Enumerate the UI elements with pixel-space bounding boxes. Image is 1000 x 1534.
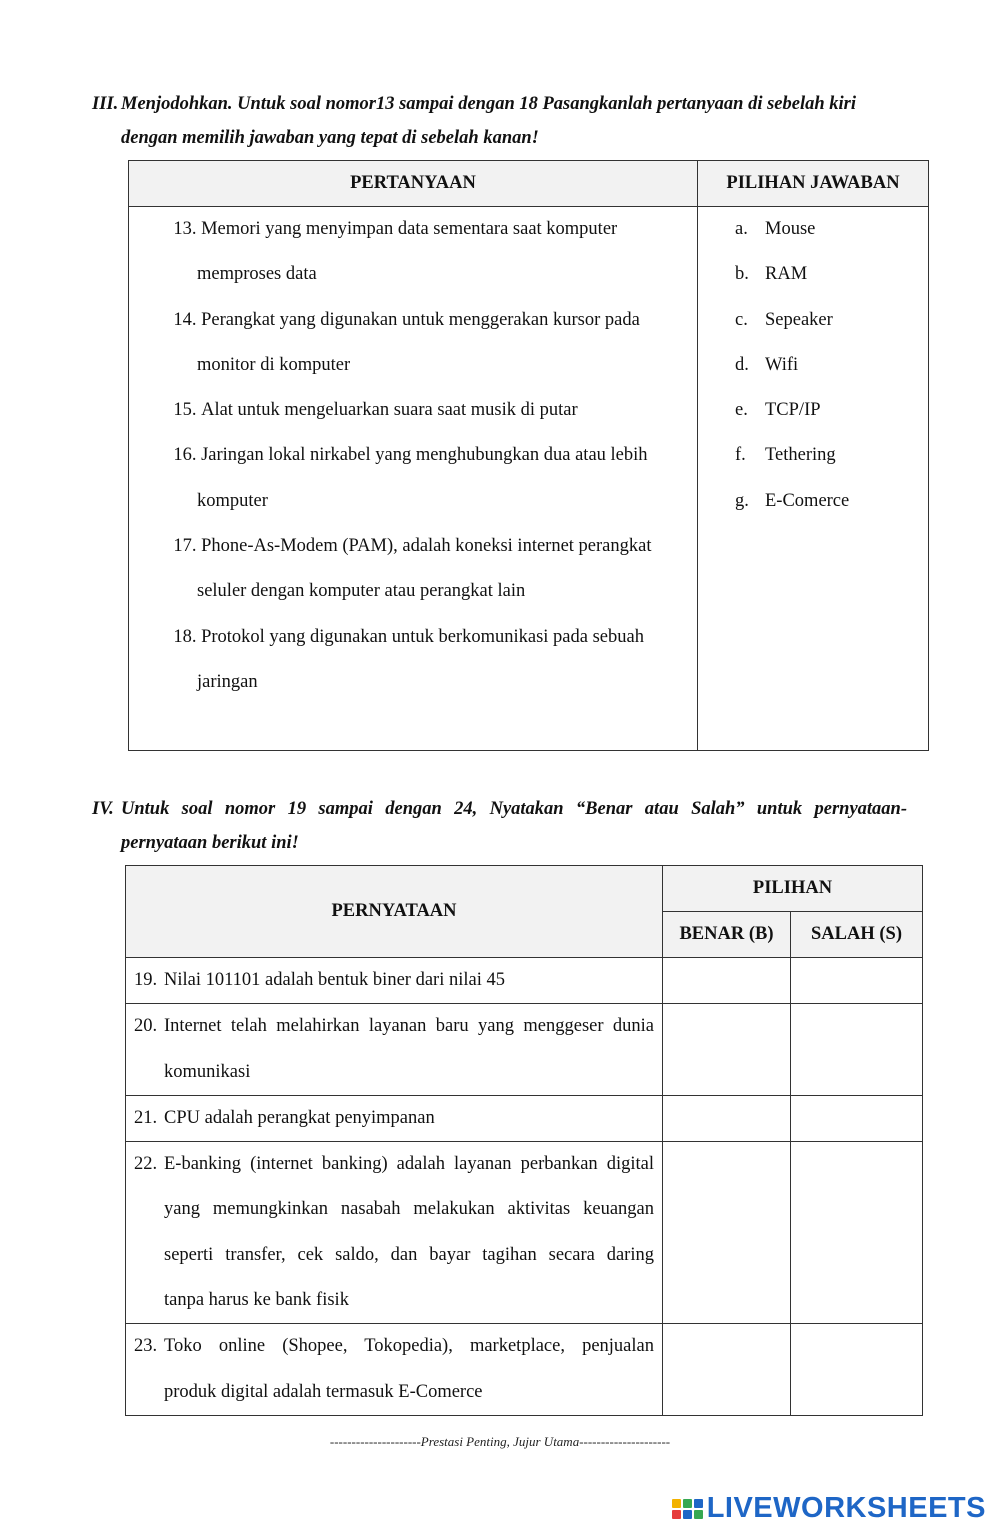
question-text-cont: komputer <box>197 490 268 511</box>
brand-name: LIVEWORKSHEETS <box>706 1492 986 1524</box>
section-4-line-2: pernyataan berikut ini! <box>121 833 299 853</box>
question-text: Jaringan lokal nirkabel yang menghubungkan dua atau lebih <box>201 445 648 466</box>
section-3-line-2: dengan memilih jawaban yang tepat di sebelah kanan! <box>121 128 539 148</box>
question-text: Alat untuk mengeluarkan suara saat musik di putar <box>201 400 578 421</box>
false-answer-box[interactable] <box>791 1004 923 1096</box>
question-number: 17. <box>173 536 197 557</box>
true-false-table <box>125 865 923 1416</box>
question-text: Perangkat yang digunakan untuk menggerakan kursor pada <box>201 309 640 330</box>
question-number: 18. <box>173 626 197 647</box>
false-answer-box[interactable] <box>791 1095 923 1141</box>
question-text-cont: seluler dengan komputer atau perangkat lain <box>197 581 526 602</box>
question-number: 16. <box>173 445 197 466</box>
option-item: a. Mouse <box>735 219 816 239</box>
false-answer-box[interactable] <box>791 1142 923 1324</box>
section-3-instructions <box>92 87 907 155</box>
liveworksheets-icon <box>672 1499 703 1519</box>
false-answer-box[interactable] <box>791 1324 923 1416</box>
question-number: 13. <box>173 219 197 239</box>
choice-header: PILIHAN <box>663 866 923 912</box>
statement-cell: 20. Internet telah melahirkan layanan baru yang menggeser dunia komunikasi <box>126 1004 663 1096</box>
section-4-line-1: Untuk soal nomor 19 sampai dengan 24, Nyatakan “Benar atau Salah” untuk pernyataan- <box>121 799 907 819</box>
option-item: g. E-Comerce <box>735 490 850 511</box>
statement-cell: 22. E-banking (internet banking) adalah layanan perbankan digital yang memungkinkan nasabah melakukan aktivitas keuangan seperti transfer, cek saldo, dan bayar tagihan secara daring tanpa harus ke bank fisik <box>126 1142 663 1324</box>
true-header: BENAR (B) <box>663 912 791 958</box>
statement-cell: 19. Nilai 101101 adalah bentuk biner dari nilai 45 <box>126 958 663 1004</box>
true-answer-box[interactable] <box>663 1142 791 1324</box>
option-item: d. Wifi <box>735 354 799 375</box>
matching-table <box>128 160 929 751</box>
section-3-number: III. <box>92 94 119 114</box>
true-answer-box[interactable] <box>663 1324 791 1416</box>
option-item: e. TCP/IP <box>735 400 821 421</box>
true-answer-box[interactable] <box>663 1004 791 1096</box>
liveworksheets-logo <box>672 1492 986 1525</box>
section-3-line-1: Menjodohkan. Untuk soal nomor13 sampai dengan 18 Pasangkanlah pertanyaan di sebelah kiri <box>121 94 856 114</box>
answers-cell <box>698 207 929 751</box>
question-text: Phone-As-Modem (PAM), adalah koneksi internet perangkat <box>201 536 652 557</box>
question-number: 15. <box>173 400 197 421</box>
questions-header: PERTANYAAN <box>129 161 698 207</box>
question-text: Memori yang menyimpan data sementara saat komputer <box>201 219 618 239</box>
option-item: c. Sepeaker <box>735 309 833 330</box>
answers-header: PILIHAN JAWABAN <box>698 161 929 207</box>
option-item: f. Tethering <box>735 445 836 466</box>
false-header: SALAH (S) <box>791 912 923 958</box>
question-text-cont: jaringan <box>197 671 258 692</box>
question-number: 14. <box>173 309 197 330</box>
statement-cell: 21. CPU adalah perangkat penyimpanan <box>126 1095 663 1141</box>
question-text-cont: memproses data <box>197 264 317 285</box>
question-text-cont: monitor di komputer <box>197 354 351 375</box>
false-answer-box[interactable] <box>791 958 923 1004</box>
question-text: Protokol yang digunakan untuk berkomunikasi pada sebuah <box>201 626 644 647</box>
option-item: b. RAM <box>735 264 808 285</box>
true-answer-box[interactable] <box>663 1095 791 1141</box>
statement-header: PERNYATAAN <box>126 866 663 958</box>
statement-cell: 23. Toko online (Shopee, Tokopedia), marketplace, penjualan produk digital adalah termasuk E-Comerce <box>126 1324 663 1416</box>
section-4-number: IV. <box>92 799 114 819</box>
section-4-instructions <box>92 792 907 860</box>
page-footer: ---------------------Prestasi Penting, Jujur Utama--------------------- <box>329 1434 671 1449</box>
questions-cell <box>129 207 698 751</box>
true-answer-box[interactable] <box>663 958 791 1004</box>
